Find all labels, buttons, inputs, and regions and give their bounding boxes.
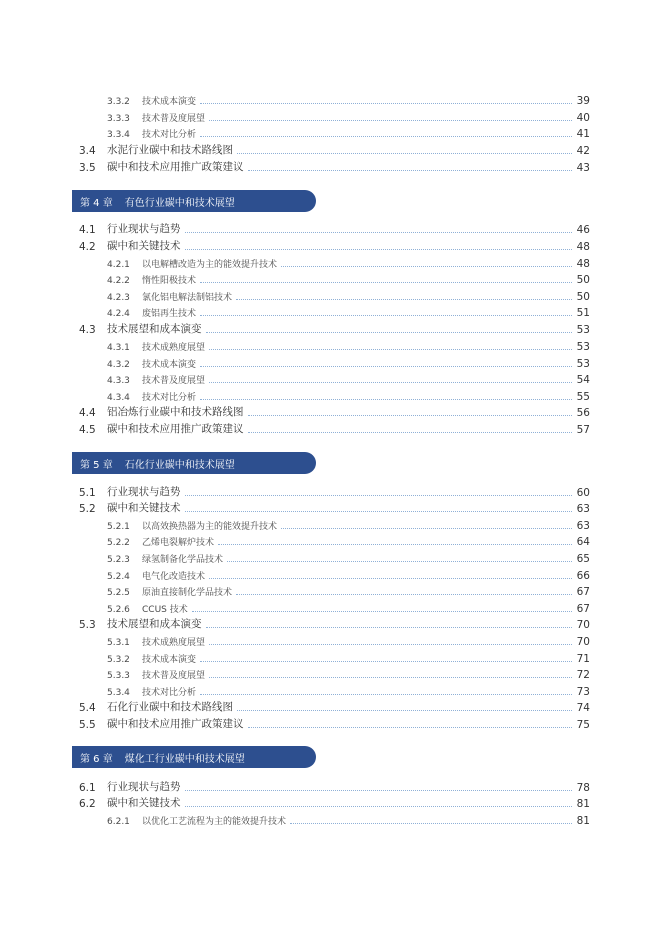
entry-page-number: 65: [576, 553, 590, 565]
dot-leader: [200, 694, 572, 695]
entry-number: 5.5: [79, 719, 96, 731]
toc-section-entry[interactable]: [79, 405, 590, 419]
entry-number: 4.5: [79, 424, 96, 436]
entry-page-number: 46: [576, 224, 590, 236]
entry-title: 碳中和关键技术: [107, 502, 181, 514]
dot-leader: [200, 366, 572, 367]
entry-page-number: 63: [576, 503, 590, 515]
entry-title: 技术成熟度展望: [142, 638, 206, 648]
entry-page-number: 53: [576, 324, 590, 336]
toc-section-entry[interactable]: [79, 717, 590, 731]
entry-number: 5.3.1: [107, 638, 130, 648]
toc-section-entry[interactable]: [79, 700, 590, 714]
entry-page-number: 64: [576, 536, 590, 548]
entry-number: 4.3: [79, 324, 96, 336]
dot-leader: [209, 120, 572, 121]
toc-subsection-entry[interactable]: [107, 93, 590, 107]
entry-number: 4.2.2: [107, 276, 130, 286]
entry-title: 绿氢制备化学品技术: [142, 555, 224, 565]
chapter-heading[interactable]: [72, 746, 316, 768]
toc-subsection-entry[interactable]: [107, 356, 590, 370]
dot-leader: [248, 432, 573, 433]
toc-subsection-entry[interactable]: [107, 289, 590, 303]
dot-leader: [281, 266, 572, 267]
entry-page-number: 66: [576, 570, 590, 582]
entry-title: 技术普及度展望: [142, 671, 206, 681]
entry-title: 技术成本演变: [142, 655, 197, 665]
toc-section-entry[interactable]: [79, 617, 590, 631]
entry-title: 原油直接制化学品技术: [142, 588, 233, 598]
entry-number: 3.5: [79, 162, 96, 174]
toc-subsection-entry[interactable]: [107, 667, 590, 681]
chapter-number: 第 4 章: [80, 197, 113, 209]
entry-number: 4.3.2: [107, 360, 130, 370]
toc-subsection-entry[interactable]: [107, 272, 590, 286]
entry-title: 行业现状与趋势: [107, 486, 181, 498]
dot-leader: [200, 661, 572, 662]
entry-number: 4.3.3: [107, 376, 130, 386]
entry-page-number: 75: [576, 719, 590, 731]
entry-title: 废铝再生技术: [142, 309, 197, 319]
entry-number: 3.3.4: [107, 130, 130, 140]
dot-leader: [236, 594, 572, 595]
entry-title: 技术对比分析: [142, 130, 197, 140]
entry-title: CCUS 技术: [142, 605, 188, 615]
toc-subsection-entry[interactable]: [107, 305, 590, 319]
entry-title: 碳中和技术应用推广政策建议: [107, 423, 244, 435]
dot-leader: [185, 495, 573, 496]
entry-title: 技术对比分析: [142, 393, 197, 403]
entry-page-number: 81: [576, 798, 590, 810]
toc-subsection-entry[interactable]: [107, 389, 590, 403]
entry-page-number: 81: [576, 815, 590, 827]
entry-number: 4.1: [79, 224, 96, 236]
entry-page-number: 70: [576, 636, 590, 648]
chapter-number: 第 6 章: [80, 753, 113, 765]
toc-subsection-entry[interactable]: [107, 651, 590, 665]
entry-title: 技术展望和成本演变: [107, 618, 202, 630]
entry-page-number: 50: [576, 274, 590, 286]
entry-title: 水泥行业碳中和技术路线图: [107, 144, 233, 156]
toc-subsection-entry[interactable]: [107, 372, 590, 386]
entry-page-number: 53: [576, 358, 590, 370]
entry-number: 3.4: [79, 145, 96, 157]
entry-title: 电气化改造技术: [142, 572, 206, 582]
dot-leader: [200, 399, 572, 400]
entry-title: 技术对比分析: [142, 688, 197, 698]
entry-page-number: 54: [576, 374, 590, 386]
dot-leader: [185, 232, 573, 233]
toc-section-entry[interactable]: [79, 780, 590, 794]
entry-number: 6.2: [79, 798, 96, 810]
entry-title: 技术成本演变: [142, 97, 197, 107]
entry-page-number: 42: [576, 145, 590, 157]
entry-title: 技术成熟度展望: [142, 343, 206, 353]
entry-number: 4.2.1: [107, 260, 130, 270]
entry-number: 5.3: [79, 619, 96, 631]
toc-subsection-entry[interactable]: [107, 339, 590, 353]
entry-page-number: 53: [576, 341, 590, 353]
toc-subsection-entry[interactable]: [107, 110, 590, 124]
toc-section-entry[interactable]: [79, 322, 590, 336]
entry-page-number: 67: [576, 603, 590, 615]
toc-subsection-entry[interactable]: [107, 584, 590, 598]
toc-section-entry[interactable]: [79, 222, 590, 236]
entry-page-number: 70: [576, 619, 590, 631]
entry-page-number: 78: [576, 782, 590, 794]
dot-leader: [206, 627, 573, 628]
entry-page-number: 48: [576, 241, 590, 253]
dot-leader: [227, 561, 572, 562]
entry-title: 技术普及度展望: [142, 376, 206, 386]
dot-leader: [248, 170, 573, 171]
toc-subsection-entry[interactable]: [107, 551, 590, 565]
entry-number: 4.2: [79, 241, 96, 253]
entry-number: 5.1: [79, 487, 96, 499]
entry-page-number: 41: [576, 128, 590, 140]
dot-leader: [281, 528, 572, 529]
dot-leader: [237, 153, 572, 154]
dot-leader: [248, 415, 573, 416]
dot-leader: [200, 315, 572, 316]
entry-title: 氯化铝电解法制铝技术: [142, 293, 233, 303]
entry-page-number: 43: [576, 162, 590, 174]
entry-page-number: 74: [576, 702, 590, 714]
chapter-heading[interactable]: [72, 190, 316, 212]
toc-subsection-entry[interactable]: [107, 256, 590, 270]
toc-subsection-entry[interactable]: [107, 518, 590, 532]
entry-title: 惰性阳极技术: [142, 276, 197, 286]
toc-subsection-entry[interactable]: [107, 534, 590, 548]
entry-page-number: 56: [576, 407, 590, 419]
dot-leader: [237, 710, 572, 711]
entry-number: 6.2.1: [107, 817, 130, 827]
entry-number: 5.2.3: [107, 555, 130, 565]
dot-leader: [185, 249, 573, 250]
entry-number: 5.2.4: [107, 572, 130, 582]
toc-section-entry[interactable]: [79, 501, 590, 515]
dot-leader: [248, 727, 573, 728]
entry-title: 石化行业碳中和技术路线图: [107, 701, 233, 713]
entry-title: 乙烯电裂解炉技术: [142, 538, 215, 548]
entry-number: 5.2.5: [107, 588, 130, 598]
entry-page-number: 57: [576, 424, 590, 436]
entry-page-number: 71: [576, 653, 590, 665]
entry-page-number: 60: [576, 487, 590, 499]
entry-title: 以高效换热器为主的能效提升技术: [142, 522, 278, 532]
toc-section-entry[interactable]: [79, 485, 590, 499]
entry-page-number: 39: [576, 95, 590, 107]
dot-leader: [200, 282, 572, 283]
toc-subsection-entry[interactable]: [107, 568, 590, 582]
entry-page-number: 72: [576, 669, 590, 681]
entry-title: 技术普及度展望: [142, 114, 206, 124]
entry-title: 铝冶炼行业碳中和技术路线图: [107, 406, 244, 418]
dot-leader: [200, 136, 572, 137]
entry-number: 5.2.2: [107, 538, 130, 548]
entry-number: 4.4: [79, 407, 96, 419]
toc-subsection-entry[interactable]: [107, 813, 590, 827]
entry-title: 行业现状与趋势: [107, 223, 181, 235]
entry-number: 4.3.4: [107, 393, 130, 403]
dot-leader: [209, 644, 572, 645]
entry-title: 技术成本演变: [142, 360, 197, 370]
entry-number: 5.2: [79, 503, 96, 515]
entry-title: 技术展望和成本演变: [107, 323, 202, 335]
dot-leader: [192, 611, 572, 612]
entry-page-number: 55: [576, 391, 590, 403]
entry-number: 5.3.4: [107, 688, 130, 698]
entry-title: 碳中和关键技术: [107, 797, 181, 809]
toc-subsection-entry[interactable]: [107, 684, 590, 698]
dot-leader: [185, 511, 573, 512]
entry-title: 碳中和技术应用推广政策建议: [107, 718, 244, 730]
entry-number: 3.3.3: [107, 114, 130, 124]
entry-number: 6.1: [79, 782, 96, 794]
entry-number: 5.3.2: [107, 655, 130, 665]
entry-number: 4.2.3: [107, 293, 130, 303]
entry-page-number: 73: [576, 686, 590, 698]
dot-leader: [209, 382, 572, 383]
toc-section-entry[interactable]: [79, 160, 590, 174]
toc-subsection-entry[interactable]: [107, 601, 590, 615]
entry-page-number: 50: [576, 291, 590, 303]
toc-subsection-entry[interactable]: [107, 126, 590, 140]
entry-page-number: 48: [576, 258, 590, 270]
dot-leader: [209, 578, 572, 579]
toc-section-entry[interactable]: [79, 239, 590, 253]
toc-section-entry[interactable]: [79, 796, 590, 810]
chapter-title: 煤化工行业碳中和技术展望: [124, 753, 245, 765]
dot-leader: [200, 103, 572, 104]
entry-page-number: 67: [576, 586, 590, 598]
dot-leader: [185, 790, 573, 791]
dot-leader: [185, 806, 573, 807]
entry-title: 行业现状与趋势: [107, 781, 181, 793]
entry-page-number: 40: [576, 112, 590, 124]
entry-title: 碳中和技术应用推广政策建议: [107, 161, 244, 173]
entry-number: 4.3.1: [107, 343, 130, 353]
entry-title: 以优化工艺流程为主的能效提升技术: [142, 817, 287, 827]
entry-title: 以电解槽改造为主的能效提升技术: [142, 260, 278, 270]
dot-leader: [209, 677, 572, 678]
dot-leader: [209, 349, 572, 350]
chapter-number: 第 5 章: [80, 459, 113, 471]
dot-leader: [236, 299, 572, 300]
toc-section-entry[interactable]: [79, 143, 590, 157]
entry-number: 4.2.4: [107, 309, 130, 319]
entry-page-number: 51: [576, 307, 590, 319]
dot-leader: [290, 823, 572, 824]
entry-number: 5.2.6: [107, 605, 130, 615]
entry-page-number: 63: [576, 520, 590, 532]
dot-leader: [206, 332, 573, 333]
entry-number: 5.4: [79, 702, 96, 714]
toc-section-entry[interactable]: [79, 422, 590, 436]
chapter-title: 石化行业碳中和技术展望: [124, 459, 235, 471]
entry-title: 碳中和关键技术: [107, 240, 181, 252]
entry-number: 5.2.1: [107, 522, 130, 532]
chapter-heading[interactable]: [72, 452, 316, 474]
dot-leader: [218, 544, 572, 545]
entry-number: 3.3.2: [107, 97, 130, 107]
chapter-title: 有色行业碳中和技术展望: [124, 197, 235, 209]
entry-number: 5.3.3: [107, 671, 130, 681]
toc-subsection-entry[interactable]: [107, 634, 590, 648]
